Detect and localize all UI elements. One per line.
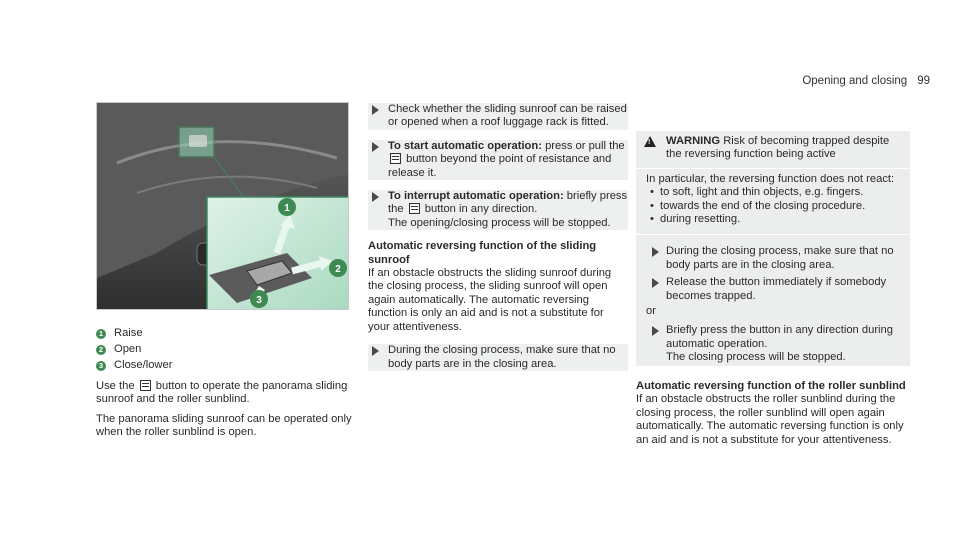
- text-fragment: Use the: [96, 380, 135, 392]
- step-text: During the closing process, make sure that no body parts are in the closing area.: [666, 245, 894, 271]
- callout-2: [329, 259, 347, 277]
- instruction-step: [368, 344, 628, 371]
- svg-text:3: 3: [256, 295, 262, 306]
- step-text: press or pull the: [545, 139, 625, 152]
- warning-step: [646, 324, 902, 364]
- legend-label: Close/lower: [114, 359, 173, 372]
- step-arrow-icon: [372, 346, 379, 356]
- sunroof-button-icon: [140, 380, 151, 391]
- warning-intro: In particular, the reversing function does not react:: [646, 172, 895, 185]
- instruction-step: [368, 190, 628, 230]
- legend-number: 2: [96, 345, 106, 355]
- step-text: Check whether the sliding sunroof can be raised or opened when a roof luggage rack is fitted.: [388, 103, 627, 129]
- legend-number: 1: [96, 329, 106, 339]
- warning-label: WARNING: [666, 135, 721, 147]
- or-separator: or: [646, 305, 656, 318]
- instruction-step: [368, 140, 628, 180]
- instruction-step: [368, 103, 628, 130]
- warning-bullet: • to soft, light and thin objects, e.g. fingers.: [646, 186, 902, 199]
- warning-box: [636, 131, 910, 366]
- step-label: To start automatic operation:: [388, 139, 542, 152]
- legend-label: Open: [114, 343, 142, 356]
- sunroof-control-illustration: [96, 102, 349, 310]
- section-heading: Automatic reversing function of the roller sunblind: [636, 380, 906, 392]
- sunroof-button-icon: [409, 203, 420, 214]
- step-result: The opening/closing process will be stopped.: [388, 216, 611, 229]
- step-arrow-icon: [652, 247, 659, 257]
- illustration-svg: [97, 103, 349, 310]
- step-text: button beyond the point of resistance and release it.: [388, 153, 612, 179]
- step-arrow-icon: [372, 192, 379, 202]
- legend-label: Raise: [114, 327, 143, 340]
- step-text: button in any direction.: [424, 203, 538, 216]
- step-arrow-icon: [372, 142, 379, 152]
- section-title: Opening and closing: [802, 75, 908, 87]
- warning-body: [636, 169, 910, 365]
- step-text: Briefly press the button in any direction during automatic operation.: [666, 324, 893, 350]
- callout-3: [250, 290, 268, 308]
- step-text: During the closing process, make sure that no body parts are in the closing area.: [388, 344, 616, 370]
- warning-title: Risk of becoming trapped despite the reversing function being active: [666, 135, 890, 161]
- sunroof-button-icon: [390, 153, 401, 164]
- step-label: To interrupt automatic operation:: [388, 190, 564, 203]
- step-arrow-icon: [652, 326, 659, 336]
- switch-panel: [189, 135, 207, 147]
- section-heading: Automatic reversing function of the sliding sunroof: [368, 240, 597, 266]
- legend-item: [96, 342, 356, 358]
- svg-text:1: 1: [284, 203, 290, 214]
- section-body: If an obstacle obstructs the sliding sunroof during the closing process, the sliding sunroof will open again automatically. The automatic reversing function is only an aid and is not a substitute for your attentiveness.: [368, 267, 612, 333]
- step-result: The closing process will be stopped.: [666, 351, 846, 364]
- warning-bullet: • towards the end of the closing procedure.: [646, 200, 902, 213]
- warning-step: [646, 245, 902, 272]
- text-fragment: button to operate the panorama sliding sunroof and the roller sunblind.: [96, 380, 348, 406]
- svg-text:2: 2: [335, 264, 341, 275]
- column-2: [368, 103, 628, 381]
- figure-legend: [96, 326, 356, 446]
- warning-title-block: [666, 135, 904, 162]
- legend-number: 3: [96, 361, 106, 371]
- usage-paragraph: [96, 380, 356, 407]
- warning-header: [636, 131, 910, 162]
- section-body: If an obstacle obstructs the roller sunblind during the closing process, the roller sunblind will open again automatically. The automatic reversing function is only an aid and is not a substitute for your attentiveness.: [636, 393, 904, 446]
- roller-sunblind-section: [636, 378, 910, 453]
- operation-note: The panorama sliding sunroof can be operated only when the roller sunblind is open.: [96, 412, 352, 439]
- legend-item: [96, 358, 356, 374]
- page-number: 99: [917, 75, 930, 87]
- warning-bullet: • during resetting.: [646, 213, 902, 226]
- warning-step: [646, 276, 902, 303]
- warning-triangle-icon: !: [644, 136, 656, 147]
- step-text: Release the button immediately if somebody becomes trapped.: [666, 276, 887, 302]
- callout-1: [278, 198, 296, 216]
- divider: [636, 234, 910, 235]
- step-arrow-icon: [652, 278, 659, 288]
- step-text: briefly press the: [388, 190, 628, 216]
- running-head: [730, 75, 930, 88]
- legend-item: [96, 326, 356, 342]
- step-arrow-icon: [372, 105, 379, 115]
